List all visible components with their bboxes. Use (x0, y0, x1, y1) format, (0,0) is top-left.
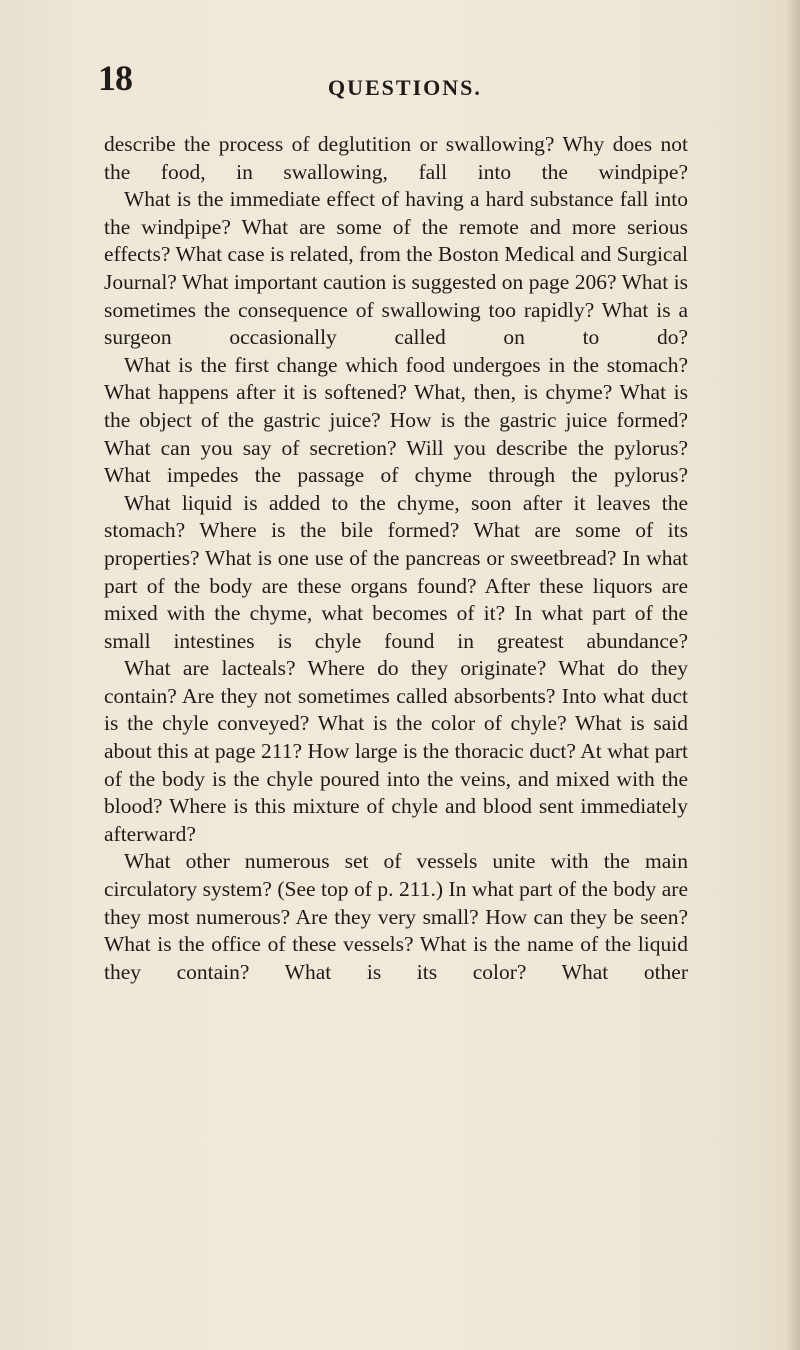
paragraph-vessels: What other numerous set of vessels unite with the main circulatory system? (See top of p. 211.) In what part of the body are they most numerous? Are they very small? How can they be seen? What is the office of these vessels? What is the name of the liquid they contain? What is its color? What other (104, 849, 688, 984)
paragraph-stomach: What is the first change which food undergoes in the stomach? What happens after it is softened? What, then, is chyme? What is the object of the gastric juice? How is the gastric juice formed? What can you say of secretion? Will you describe the pylorus? What impedes the passage of chyme through the pylorus? (104, 352, 688, 488)
question-text (104, 131, 688, 986)
paragraph-windpipe: What is the immediate effect of having a hard substance fall into the windpipe? What are some of the remote and more serious effects? What case is related, from the Boston Medical and Surgical Journal? What important caution is suggested on page 206? What is sometimes the consequence of swallowing too rapidly? What is a surgeon occasionally called on to do? (104, 187, 688, 350)
paragraph-deglutition: describe the process of deglutition or swallowing? Why does not the food, in swallowing, fall into the windpipe? (104, 132, 688, 184)
paragraph-lacteals: What are lacteals? Where do they originate? What do they contain? Are they not sometimes called absorbents? Into what duct is the chyle conveyed? What is the color of chyle? What is said about this at page 211? How large is the thoracic duct? At what part of the body is the chyle poured into the veins, and mixed with the blood? Where is this mixture of chyle and blood sent immediately afterward? (104, 656, 688, 846)
page-number: 18 (98, 58, 132, 98)
page-header (98, 58, 698, 108)
page-edge-shadow (786, 0, 800, 1350)
running-head: QUESTIONS. (328, 75, 482, 100)
paragraph-bile: What liquid is added to the chyme, soon after it leaves the stomach? Where is the bile formed? What are some of its properties? What is one use of the pancreas or sweetbread? In what part of the body are these organs found? After these liquors are mixed with the chyme, what becomes of it? In what part of the small intestines is chyle found in greatest abundance? (104, 490, 688, 653)
